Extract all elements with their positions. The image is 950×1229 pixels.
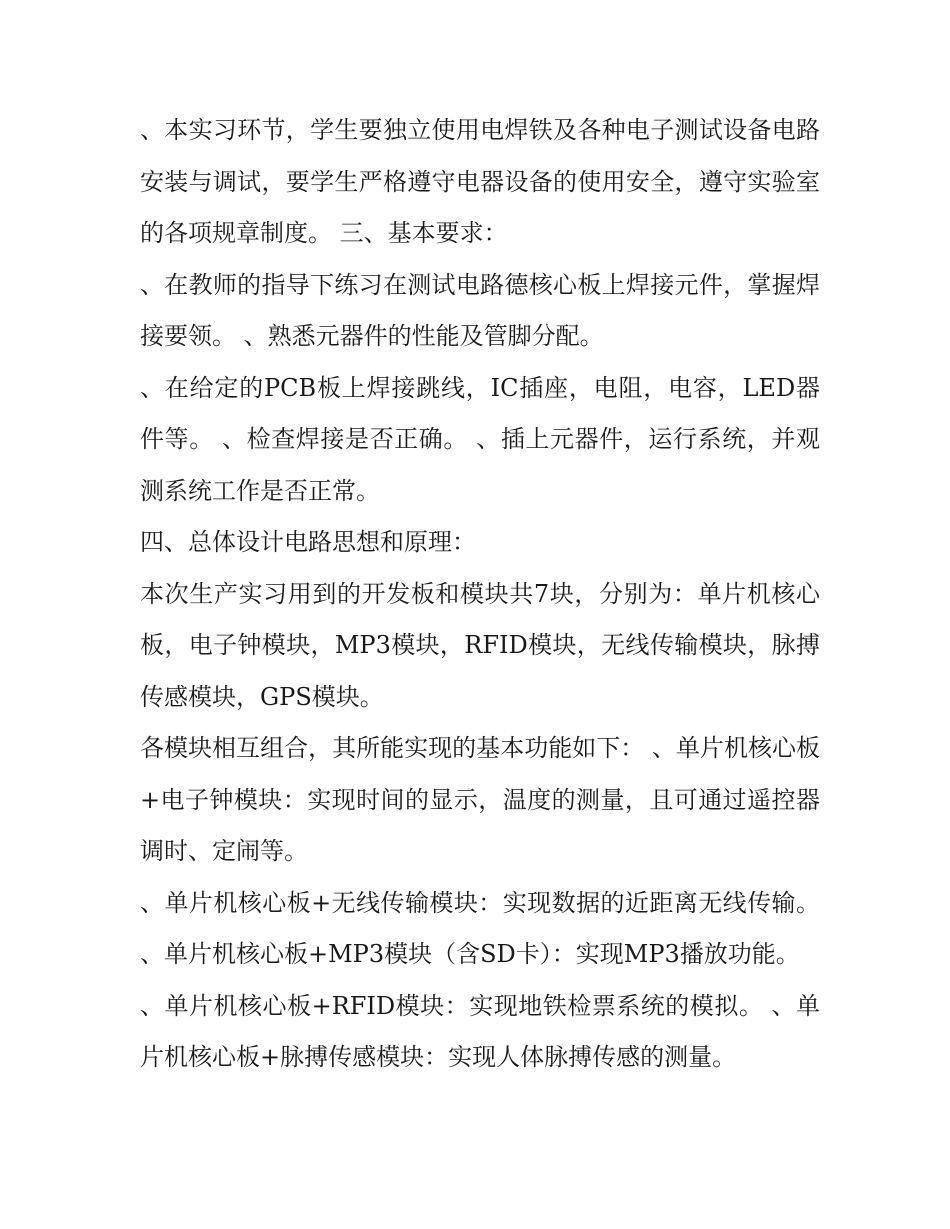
paragraph-internship-safety: 、本实习环节，学生要独立使用电焊铁及各种电子测试设备电路安装与调试，要学生严格遵守电器设备的使用安全，遵守实验室的各项规章制度。 三、基本要求：	[140, 116, 820, 247]
document-body	[140, 105, 820, 1084]
paragraph-wireless-mp3: 、单片机核心板+无线传输模块：实现数据的近距离无线传输。 、单片机核心板+MP3模块（含SD卡）：实现MP3播放功能。	[140, 888, 820, 968]
paragraph-soldering-practice: 、在教师的指导下练习在测试电路德核心板上焊接元件，掌握焊接要领。 、熟悉元器件的性能及管脚分配。	[140, 270, 820, 350]
paragraph-board-modules: 本次生产实习用到的开发板和模块共7块，分别为：单片机核心板，电子钟模块，MP3模块，RFID模块，无线传输模块，脉搏传感模块，GPS模块。	[140, 579, 820, 711]
section-heading-design-principle: 四、总体设计电路思想和原理：	[140, 528, 476, 556]
paragraph-pcb-soldering: 、在给定的PCB板上焊接跳线，IC插座，电阻，电容，LED器件等。 、检查焊接是否正确。 、插上元器件，运行系统，并观测系统工作是否正常。	[140, 373, 820, 505]
paragraph-module-functions: 各模块相互组合，其所能实现的基本功能如下： 、单片机核心板+电子钟模块：实现时间的显示，温度的测量，且可通过遥控器调时、定闹等。	[140, 734, 820, 865]
paragraph-rfid-pulse: 、单片机核心板+RFID模块：实现地铁检票系统的模拟。 、单片机核心板+脉搏传感模块：实现人体脉搏传感的测量。	[140, 991, 820, 1071]
